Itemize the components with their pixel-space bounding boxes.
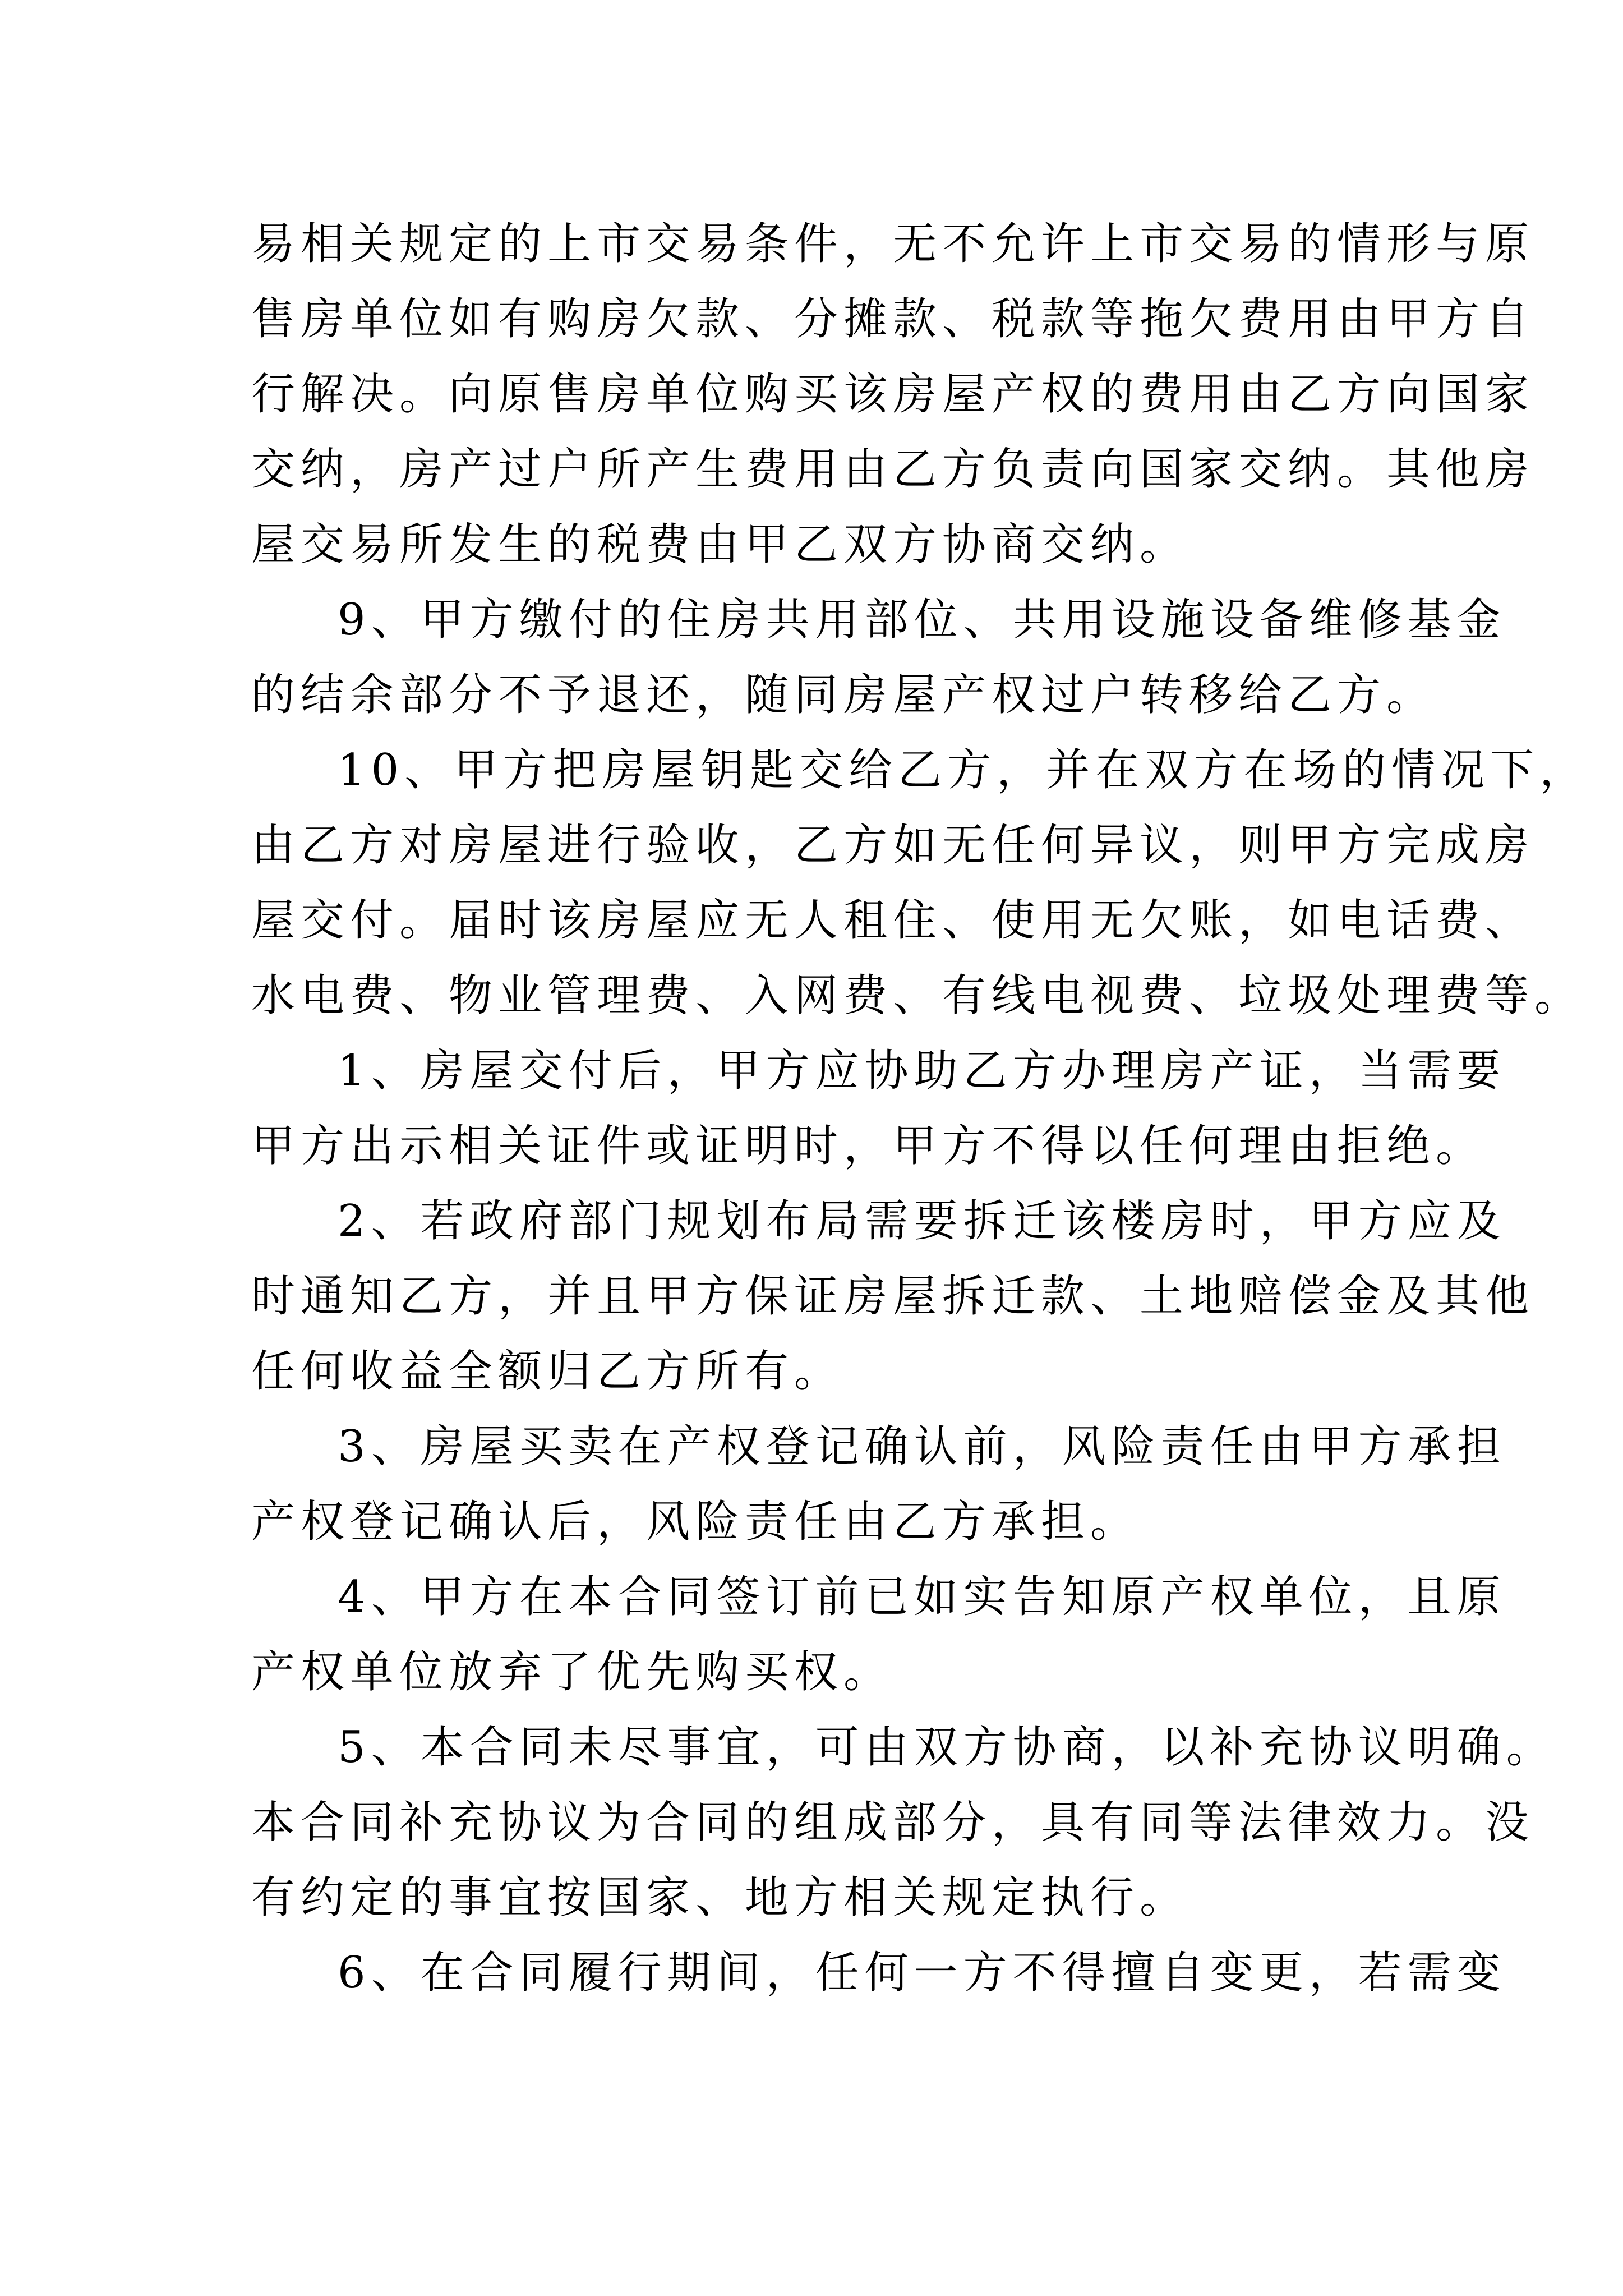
text-line: 产权登记确认后，风险责任由乙方承担。 <box>251 1497 1140 1547</box>
clause-1-start: 1、房屋交付后，甲方应协助乙方办理房产证，当需要 <box>338 1046 1506 1096</box>
clause-9-start: 9、甲方缴付的住房共用部位、共用设施设备维修基金 <box>338 595 1506 645</box>
clause-10-start: 10、甲方把房屋钥匙交给乙方，并在双方在场的情况下， <box>338 745 1589 795</box>
text-line: 产权单位放弃了优先购买权。 <box>251 1647 893 1697</box>
text-line: 时通知乙方，并且甲方保证房屋拆迁款、土地赔偿金及其他 <box>251 1271 1535 1322</box>
clause-5-start: 5、本合同未尽事宜，可由双方协商，以补充协议明确。 <box>338 1722 1556 1773</box>
clause-3-start: 3、房屋买卖在产权登记确认前，风险责任由甲方承担 <box>338 1421 1506 1472</box>
text-line: 交纳，房产过户所产生费用由乙方负责向国家交纳。其他房 <box>251 444 1535 495</box>
text-line: 水电费、物业管理费、入网费、有线电视费、垃圾处理费等。 <box>251 970 1584 1021</box>
text-line: 有约定的事宜按国家、地方相关规定执行。 <box>251 1872 1189 1923</box>
text-line: 的结余部分不予退还，随同房屋产权过户转移给乙方。 <box>251 670 1436 720</box>
clause-6-start: 6、在合同履行期间，任何一方不得擅自变更，若需变 <box>338 1948 1506 1998</box>
text-line: 屋交付。届时该房屋应无人租住、使用无欠账，如电话费、 <box>251 895 1535 946</box>
text-line: 任何收益全额归乙方所有。 <box>251 1346 844 1397</box>
document-body <box>251 206 1589 2010</box>
text-line: 售房单位如有购房欠款、分摊款、税款等拖欠费用由甲方自 <box>251 294 1535 344</box>
text-line: 由乙方对房屋进行验收，乙方如无任何异议，则甲方完成房 <box>251 820 1535 871</box>
text-line: 甲方出示相关证件或证明时，甲方不得以任何理由拒绝。 <box>251 1121 1486 1171</box>
text-line: 屋交易所发生的税费由甲乙双方协商交纳。 <box>251 519 1189 570</box>
text-line: 易相关规定的上市交易条件，无不允许上市交易的情形与原 <box>251 219 1535 269</box>
text-line: 本合同补充协议为合同的组成部分，具有同等法律效力。没 <box>251 1797 1535 1848</box>
clause-2-start: 2、若政府部门规划布局需要拆迁该楼房时，甲方应及 <box>338 1196 1506 1246</box>
text-line: 行解决。向原售房单位购买该房屋产权的费用由乙方向国家 <box>251 369 1535 420</box>
clause-4-start: 4、甲方在本合同签订前已如实告知原产权单位，且原 <box>338 1572 1506 1622</box>
